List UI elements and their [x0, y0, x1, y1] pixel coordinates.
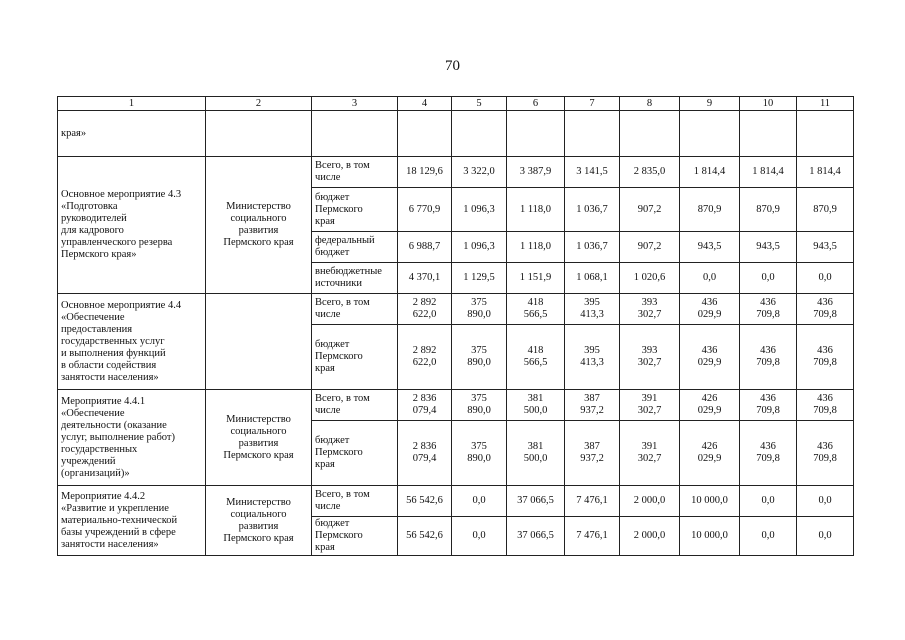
amount-cell: 393 302,7 [620, 294, 680, 325]
amount-cell: 0,0 [740, 263, 797, 294]
amount-cell: 1 036,7 [565, 188, 620, 232]
table-row [58, 294, 854, 325]
funding-source: бюджет Пермского края [312, 325, 398, 390]
amount-cell: 1 096,3 [452, 232, 507, 263]
empty-cell [797, 111, 854, 157]
funding-source: Всего, в том числе [312, 157, 398, 188]
amount-cell: 907,2 [620, 232, 680, 263]
amount-cell: 943,5 [680, 232, 740, 263]
amount-cell: 436 709,8 [740, 421, 797, 486]
column-header: 6 [507, 97, 565, 111]
amount-cell: 426 029,9 [680, 390, 740, 421]
empty-cell [620, 111, 680, 157]
table-body [58, 111, 854, 556]
amount-cell: 6 770,9 [398, 188, 452, 232]
funding-source: внебюджетные источники [312, 263, 398, 294]
funding-source: федеральный бюджет [312, 232, 398, 263]
amount-cell: 907,2 [620, 188, 680, 232]
empty-cell [312, 111, 398, 157]
amount-cell: 10 000,0 [680, 486, 740, 517]
column-header: 3 [312, 97, 398, 111]
amount-cell: 2 835,0 [620, 157, 680, 188]
amount-cell: 0,0 [740, 517, 797, 556]
empty-cell [565, 111, 620, 157]
amount-cell: 56 542,6 [398, 517, 452, 556]
amount-cell: 375 890,0 [452, 390, 507, 421]
amount-cell: 1 020,6 [620, 263, 680, 294]
amount-cell: 943,5 [740, 232, 797, 263]
amount-cell: 0,0 [797, 263, 854, 294]
table-row [58, 157, 854, 188]
activity-name: Основное мероприятие 4.4 «Обеспечение предоставления государственных услуг и выполнения функций в области содействия занятости населения» [58, 294, 206, 390]
executor: Министерство социального развития Пермского края [206, 390, 312, 486]
empty-cell [740, 111, 797, 157]
activity-name: Мероприятие 4.4.1 «Обеспечение деятельности (оказание услуг, выполнение работ) государственных учреждений (организаций)» [58, 390, 206, 486]
executor: Министерство социального развития Пермского края [206, 486, 312, 556]
amount-cell: 0,0 [452, 517, 507, 556]
amount-cell: 387 937,2 [565, 390, 620, 421]
activity-name: Основное мероприятие 4.3 «Подготовка руководителей для кадрового управленческого резерва Пермского края» [58, 157, 206, 294]
executor [206, 294, 312, 390]
empty-cell [680, 111, 740, 157]
funding-source: Всего, в том числе [312, 294, 398, 325]
amount-cell: 375 890,0 [452, 325, 507, 390]
amount-cell: 37 066,5 [507, 517, 565, 556]
executor: Министерство социального развития Пермского края [206, 157, 312, 294]
column-header: 11 [797, 97, 854, 111]
amount-cell: 1 814,4 [680, 157, 740, 188]
carry-over-text: края» [58, 111, 206, 157]
amount-cell: 1 096,3 [452, 188, 507, 232]
amount-cell: 4 370,1 [398, 263, 452, 294]
empty-cell [398, 111, 452, 157]
amount-cell: 1 036,7 [565, 232, 620, 263]
amount-cell: 381 500,0 [507, 421, 565, 486]
amount-cell: 395 413,3 [565, 294, 620, 325]
amount-cell: 870,9 [740, 188, 797, 232]
column-header: 2 [206, 97, 312, 111]
amount-cell: 395 413,3 [565, 325, 620, 390]
amount-cell: 436 709,8 [740, 325, 797, 390]
amount-cell: 1 118,0 [507, 188, 565, 232]
table-row [58, 390, 854, 421]
amount-cell: 436 709,8 [797, 421, 854, 486]
activity-name: Мероприятие 4.4.2 «Развитие и укрепление материально-технической базы учреждений в сфере занятости населения» [58, 486, 206, 556]
amount-cell: 1 068,1 [565, 263, 620, 294]
amount-cell: 6 988,7 [398, 232, 452, 263]
amount-cell: 375 890,0 [452, 421, 507, 486]
amount-cell: 3 322,0 [452, 157, 507, 188]
amount-cell: 393 302,7 [620, 325, 680, 390]
amount-cell: 0,0 [740, 486, 797, 517]
page-number: 70 [445, 58, 460, 74]
amount-cell: 870,9 [797, 188, 854, 232]
column-header: 7 [565, 97, 620, 111]
funding-source: Всего, в том числе [312, 486, 398, 517]
amount-cell: 436 709,8 [797, 390, 854, 421]
column-header: 4 [398, 97, 452, 111]
budget-table [57, 96, 854, 556]
amount-cell: 418 566,5 [507, 325, 565, 390]
amount-cell: 375 890,0 [452, 294, 507, 325]
amount-cell: 436 709,8 [740, 294, 797, 325]
amount-cell: 436 709,8 [797, 325, 854, 390]
amount-cell: 3 387,9 [507, 157, 565, 188]
amount-cell: 1 151,9 [507, 263, 565, 294]
amount-cell: 2 892 622,0 [398, 294, 452, 325]
amount-cell: 56 542,6 [398, 486, 452, 517]
carry-over-row [58, 111, 854, 157]
amount-cell: 0,0 [797, 517, 854, 556]
amount-cell: 391 302,7 [620, 421, 680, 486]
amount-cell: 0,0 [680, 263, 740, 294]
amount-cell: 37 066,5 [507, 486, 565, 517]
amount-cell: 387 937,2 [565, 421, 620, 486]
amount-cell: 2 000,0 [620, 486, 680, 517]
amount-cell: 0,0 [797, 486, 854, 517]
amount-cell: 436 029,9 [680, 325, 740, 390]
column-header: 10 [740, 97, 797, 111]
amount-cell: 436 709,8 [797, 294, 854, 325]
amount-cell: 1 118,0 [507, 232, 565, 263]
funding-source: бюджет Пермского края [312, 421, 398, 486]
amount-cell: 426 029,9 [680, 421, 740, 486]
table-row [58, 486, 854, 517]
empty-cell [452, 111, 507, 157]
amount-cell: 1 814,4 [797, 157, 854, 188]
amount-cell: 391 302,7 [620, 390, 680, 421]
funding-source: бюджет Пермского края [312, 517, 398, 556]
amount-cell: 381 500,0 [507, 390, 565, 421]
empty-cell [507, 111, 565, 157]
amount-cell: 436 029,9 [680, 294, 740, 325]
column-header: 8 [620, 97, 680, 111]
empty-cell [206, 111, 312, 157]
amount-cell: 943,5 [797, 232, 854, 263]
amount-cell: 418 566,5 [507, 294, 565, 325]
funding-source: бюджет Пермского края [312, 188, 398, 232]
amount-cell: 18 129,6 [398, 157, 452, 188]
amount-cell: 0,0 [452, 486, 507, 517]
amount-cell: 3 141,5 [565, 157, 620, 188]
amount-cell: 10 000,0 [680, 517, 740, 556]
amount-cell: 2 000,0 [620, 517, 680, 556]
amount-cell: 436 709,8 [740, 390, 797, 421]
amount-cell: 1 129,5 [452, 263, 507, 294]
amount-cell: 2 836 079,4 [398, 421, 452, 486]
header-row [58, 97, 854, 111]
column-header: 1 [58, 97, 206, 111]
column-header: 5 [452, 97, 507, 111]
amount-cell: 1 814,4 [740, 157, 797, 188]
funding-source: Всего, в том числе [312, 390, 398, 421]
amount-cell: 7 476,1 [565, 486, 620, 517]
amount-cell: 2 836 079,4 [398, 390, 452, 421]
amount-cell: 2 892 622,0 [398, 325, 452, 390]
amount-cell: 7 476,1 [565, 517, 620, 556]
table-header [58, 97, 854, 111]
column-header: 9 [680, 97, 740, 111]
amount-cell: 870,9 [680, 188, 740, 232]
